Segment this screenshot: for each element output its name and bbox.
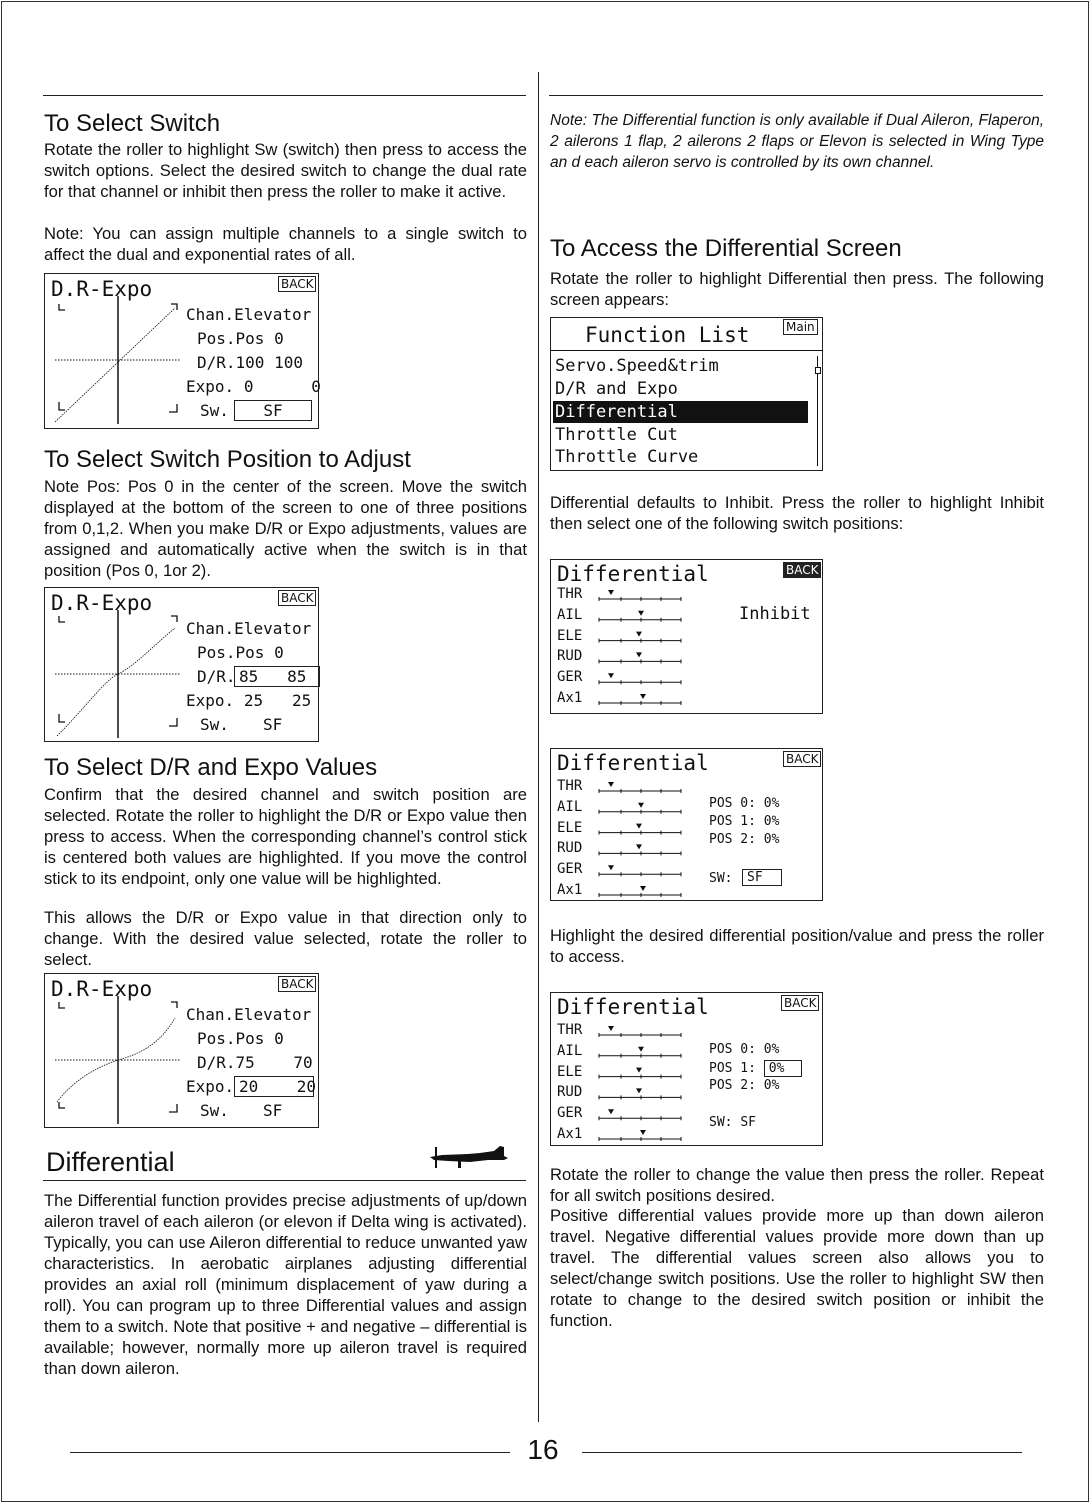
pos-2-row[interactable]: POS 2: 0%	[709, 1078, 780, 1093]
section-rule	[43, 1180, 526, 1181]
channel-labels: THR AIL ELE RUD GER Ax1	[557, 586, 583, 706]
select-values-body-1: Confirm that the desired channel and switch position are selected. Rotate the roller to highlight the D/R or Expo value then press to access. When the corresponding channel’s control stick is centered both values are highlighted. If you move the control stick to its endpoint, only one value will be highlighted.	[44, 785, 527, 888]
trim-bar	[599, 1026, 681, 1037]
trim-bar	[599, 865, 681, 876]
differential-screen-2	[550, 748, 823, 901]
select-switch-body: Rotate the roller to highlight Sw (switch) then press to access the switch options. Select the desired switch to change the dual rate for that channel or inhibit then press the roller to make it active.	[44, 140, 527, 201]
trim-bar	[599, 694, 681, 705]
trim-indicator	[638, 803, 644, 808]
main-button[interactable]: Main	[783, 319, 818, 335]
chan-row: Chan.Elevator	[186, 619, 312, 638]
trim-bars	[551, 749, 824, 902]
trim-bar	[599, 673, 681, 684]
trim-bar	[599, 1068, 681, 1079]
trim-indicator	[608, 1109, 614, 1114]
trim-bar	[599, 1109, 681, 1120]
trim-indicator	[638, 1047, 644, 1052]
heading-select-values: To Select D/R and Expo Values	[44, 754, 378, 781]
pos-row: Pos.Pos 0	[197, 329, 284, 348]
sw-row: Sw.	[200, 715, 229, 734]
trim-indicator	[636, 1068, 642, 1073]
trim-bar	[599, 844, 681, 855]
dr-expo-screen-1	[44, 273, 319, 429]
select-position-body: Note Pos: Pos 0 in the center of the screen. Move the switch displayed at the bottom of the screen to one of three positions from 0,1,2. When you make D/R or Expo adjustments, values are assigned and automatically active when the switch is in that position (Pos 0, 1or 2).	[44, 477, 527, 580]
trim-indicator	[608, 590, 614, 595]
trim-bar	[599, 632, 681, 643]
sw-row: Sw.	[200, 401, 229, 420]
sw-value-box[interactable]: SF	[742, 869, 782, 886]
sw-value[interactable]: SF	[263, 715, 283, 734]
pos-1-value-box[interactable]: 0%	[764, 1060, 802, 1077]
select-switch-note: Note: You can assign multiple channels to a single switch to affect the dual and exponential rates of all.	[44, 224, 527, 264]
chan-row: Chan.Elevator	[186, 305, 312, 324]
pos-row: Pos.Pos 0	[197, 1029, 284, 1048]
trim-indicator	[608, 782, 614, 787]
highlight-body: Highlight the desired differential position/value and press the roller to access.	[550, 926, 1044, 966]
dr-expo-screen-2	[44, 587, 319, 742]
title-divider	[551, 350, 822, 351]
trim-bar	[599, 1130, 681, 1141]
sw-row: Sw.	[200, 1101, 229, 1120]
trim-indicator	[636, 844, 642, 849]
trim-indicator	[608, 1026, 614, 1031]
trim-bar	[599, 824, 681, 835]
sw-value[interactable]: SF	[263, 1101, 283, 1120]
trim-bars	[551, 560, 824, 715]
differential-availability-note: Note: The Differential function is only available if Dual Aileron, Flaperon, 2 ailerons 1 flap, 2 ailerons 2 flaps or Elevon is selected in Wing Type an d each aileron servo is controlled by its own channel.	[550, 112, 1044, 171]
trim-indicator	[636, 632, 642, 637]
sw-row[interactable]: SW: SF	[709, 1115, 756, 1130]
back-button[interactable]: BACK	[278, 976, 316, 992]
trim-bar	[599, 1047, 681, 1058]
section-rule	[549, 95, 1043, 96]
back-button[interactable]: BACK	[783, 751, 821, 767]
back-button[interactable]: BACK	[781, 995, 819, 1011]
dr-value-box[interactable]: 85 85	[234, 666, 320, 687]
expo-value-box[interactable]: 20 20	[234, 1076, 314, 1097]
pos-row: Pos.Pos 0	[197, 643, 284, 662]
footer-rule-left	[70, 1452, 510, 1453]
differential-screen-3	[550, 992, 823, 1146]
screen-title: D.R-Expo	[51, 977, 153, 1001]
trim-indicator	[636, 824, 642, 829]
trim-bar	[599, 782, 681, 793]
menu-item-throttle-curve[interactable]: Throttle Curve	[555, 447, 699, 467]
trim-indicator	[608, 865, 614, 870]
dr-row: D/R.100 100	[197, 353, 303, 372]
status-value[interactable]: Inhibit	[739, 604, 811, 624]
page-number: 16	[527, 1434, 559, 1465]
trim-indicator	[640, 694, 646, 699]
trim-bar	[599, 611, 681, 622]
trim-bar	[599, 1088, 681, 1099]
menu-item-differential[interactable]: Differential	[553, 401, 808, 423]
rotate-body-1: Rotate the roller to change the value then press the roller. Repeat for all switch positions desired.	[550, 1165, 1044, 1205]
trim-indicator	[638, 611, 644, 616]
screen-title: D.R-Expo	[51, 591, 153, 615]
heading-select-position: To Select Switch Position to Adjust	[44, 446, 411, 473]
expo-row: Expo. 0 0	[186, 377, 321, 396]
pos-1-row[interactable]: POS 1: 0%	[709, 1060, 802, 1077]
heading-access-differential: To Access the Differential Screen	[550, 235, 902, 262]
menu-item-throttle-cut[interactable]: Throttle Cut	[555, 425, 678, 445]
expo-row: Expo. 25 25	[186, 691, 312, 710]
scrollbar-thumb[interactable]	[815, 367, 821, 374]
trim-indicator	[636, 652, 642, 657]
pos-1-row[interactable]: POS 1: 0%	[709, 814, 780, 829]
trim-indicator	[608, 673, 614, 678]
expo-row: Expo.	[186, 1077, 235, 1096]
menu-item-servo-speed[interactable]: Servo.Speed&trim	[555, 356, 719, 376]
trim-indicator	[640, 1130, 646, 1135]
differential-body: The Differential function provides precise adjustments of up/down aileron travel of each aileron (or elevon if Delta wing is activated). Typically, you can use Aileron differential to reduce unwanted yaw characteristics. In aerobatic airplanes adjusting differential provides an axial roll (minimum displacement of yaw during a roll). You can program up to three Differential values and assign them to a switch. Note that positive + and negative – differential is available; however, normally more up aileron travel is required than down aileron.	[44, 1191, 527, 1378]
sw-label: SW:	[709, 871, 733, 886]
dr-row: D/R.	[197, 667, 236, 686]
column-divider	[538, 72, 539, 1422]
channel-labels: THR AIL ELE RUD GER Ax1	[557, 1022, 583, 1142]
screen-title: Differential	[557, 995, 709, 1019]
screen-title: D.R-Expo	[51, 277, 153, 301]
dr-expo-screen-3	[44, 973, 319, 1128]
screen-title: Function List	[585, 323, 750, 347]
trim-indicator	[636, 1088, 642, 1093]
footer-rule-right	[582, 1452, 1022, 1453]
back-button[interactable]: BACK	[783, 562, 821, 578]
defaults-body: Differential defaults to Inhibit. Press the roller to highlight Inhibit then select one of the following switch positions:	[550, 493, 1044, 533]
trim-bar	[599, 590, 681, 601]
section-rule	[43, 95, 526, 96]
sw-value-box[interactable]: SF	[234, 400, 312, 421]
chan-row: Chan.Elevator	[186, 1005, 312, 1024]
differential-screen-1	[550, 559, 823, 714]
trim-bar	[599, 652, 681, 663]
back-button[interactable]: BACK	[278, 276, 316, 292]
trim-bar	[599, 886, 681, 897]
heading-differential: Differential	[46, 1147, 175, 1177]
pos-0-row[interactable]: POS 0: 0%	[709, 796, 780, 811]
screen-title: Differential	[557, 562, 709, 586]
dr-row: D/R.75 70	[197, 1053, 313, 1072]
back-button[interactable]: BACK	[278, 590, 316, 606]
rotate-body-2: Positive differential values provide more up than down aileron travel. Negative differential values provide more down than up travel. The differential values screen also allows you to select/change switch positions. Use the roller to highlight SW then rotate to change to the desired switch position or inhibit the function.	[550, 1206, 1044, 1330]
pos-2-row[interactable]: POS 2: 0%	[709, 832, 780, 847]
select-values-body-2: This allows the D/R or Expo value in that direction only to change. With the desired value selected, rotate the roller to select.	[44, 908, 527, 969]
access-body: Rotate the roller to highlight Differential then press. The following screen appears:	[550, 269, 1044, 309]
pos-0-row[interactable]: POS 0: 0%	[709, 1042, 780, 1057]
channel-labels: THR AIL ELE RUD GER Ax1	[557, 778, 583, 898]
screen-title: Differential	[557, 751, 709, 775]
menu-item-dr-expo[interactable]: D/R and Expo	[555, 379, 678, 399]
trim-bar	[599, 803, 681, 814]
heading-select-switch: To Select Switch	[44, 110, 221, 137]
trim-indicator	[640, 886, 646, 891]
airplane-icon	[428, 1144, 510, 1170]
function-list-screen	[550, 317, 823, 471]
